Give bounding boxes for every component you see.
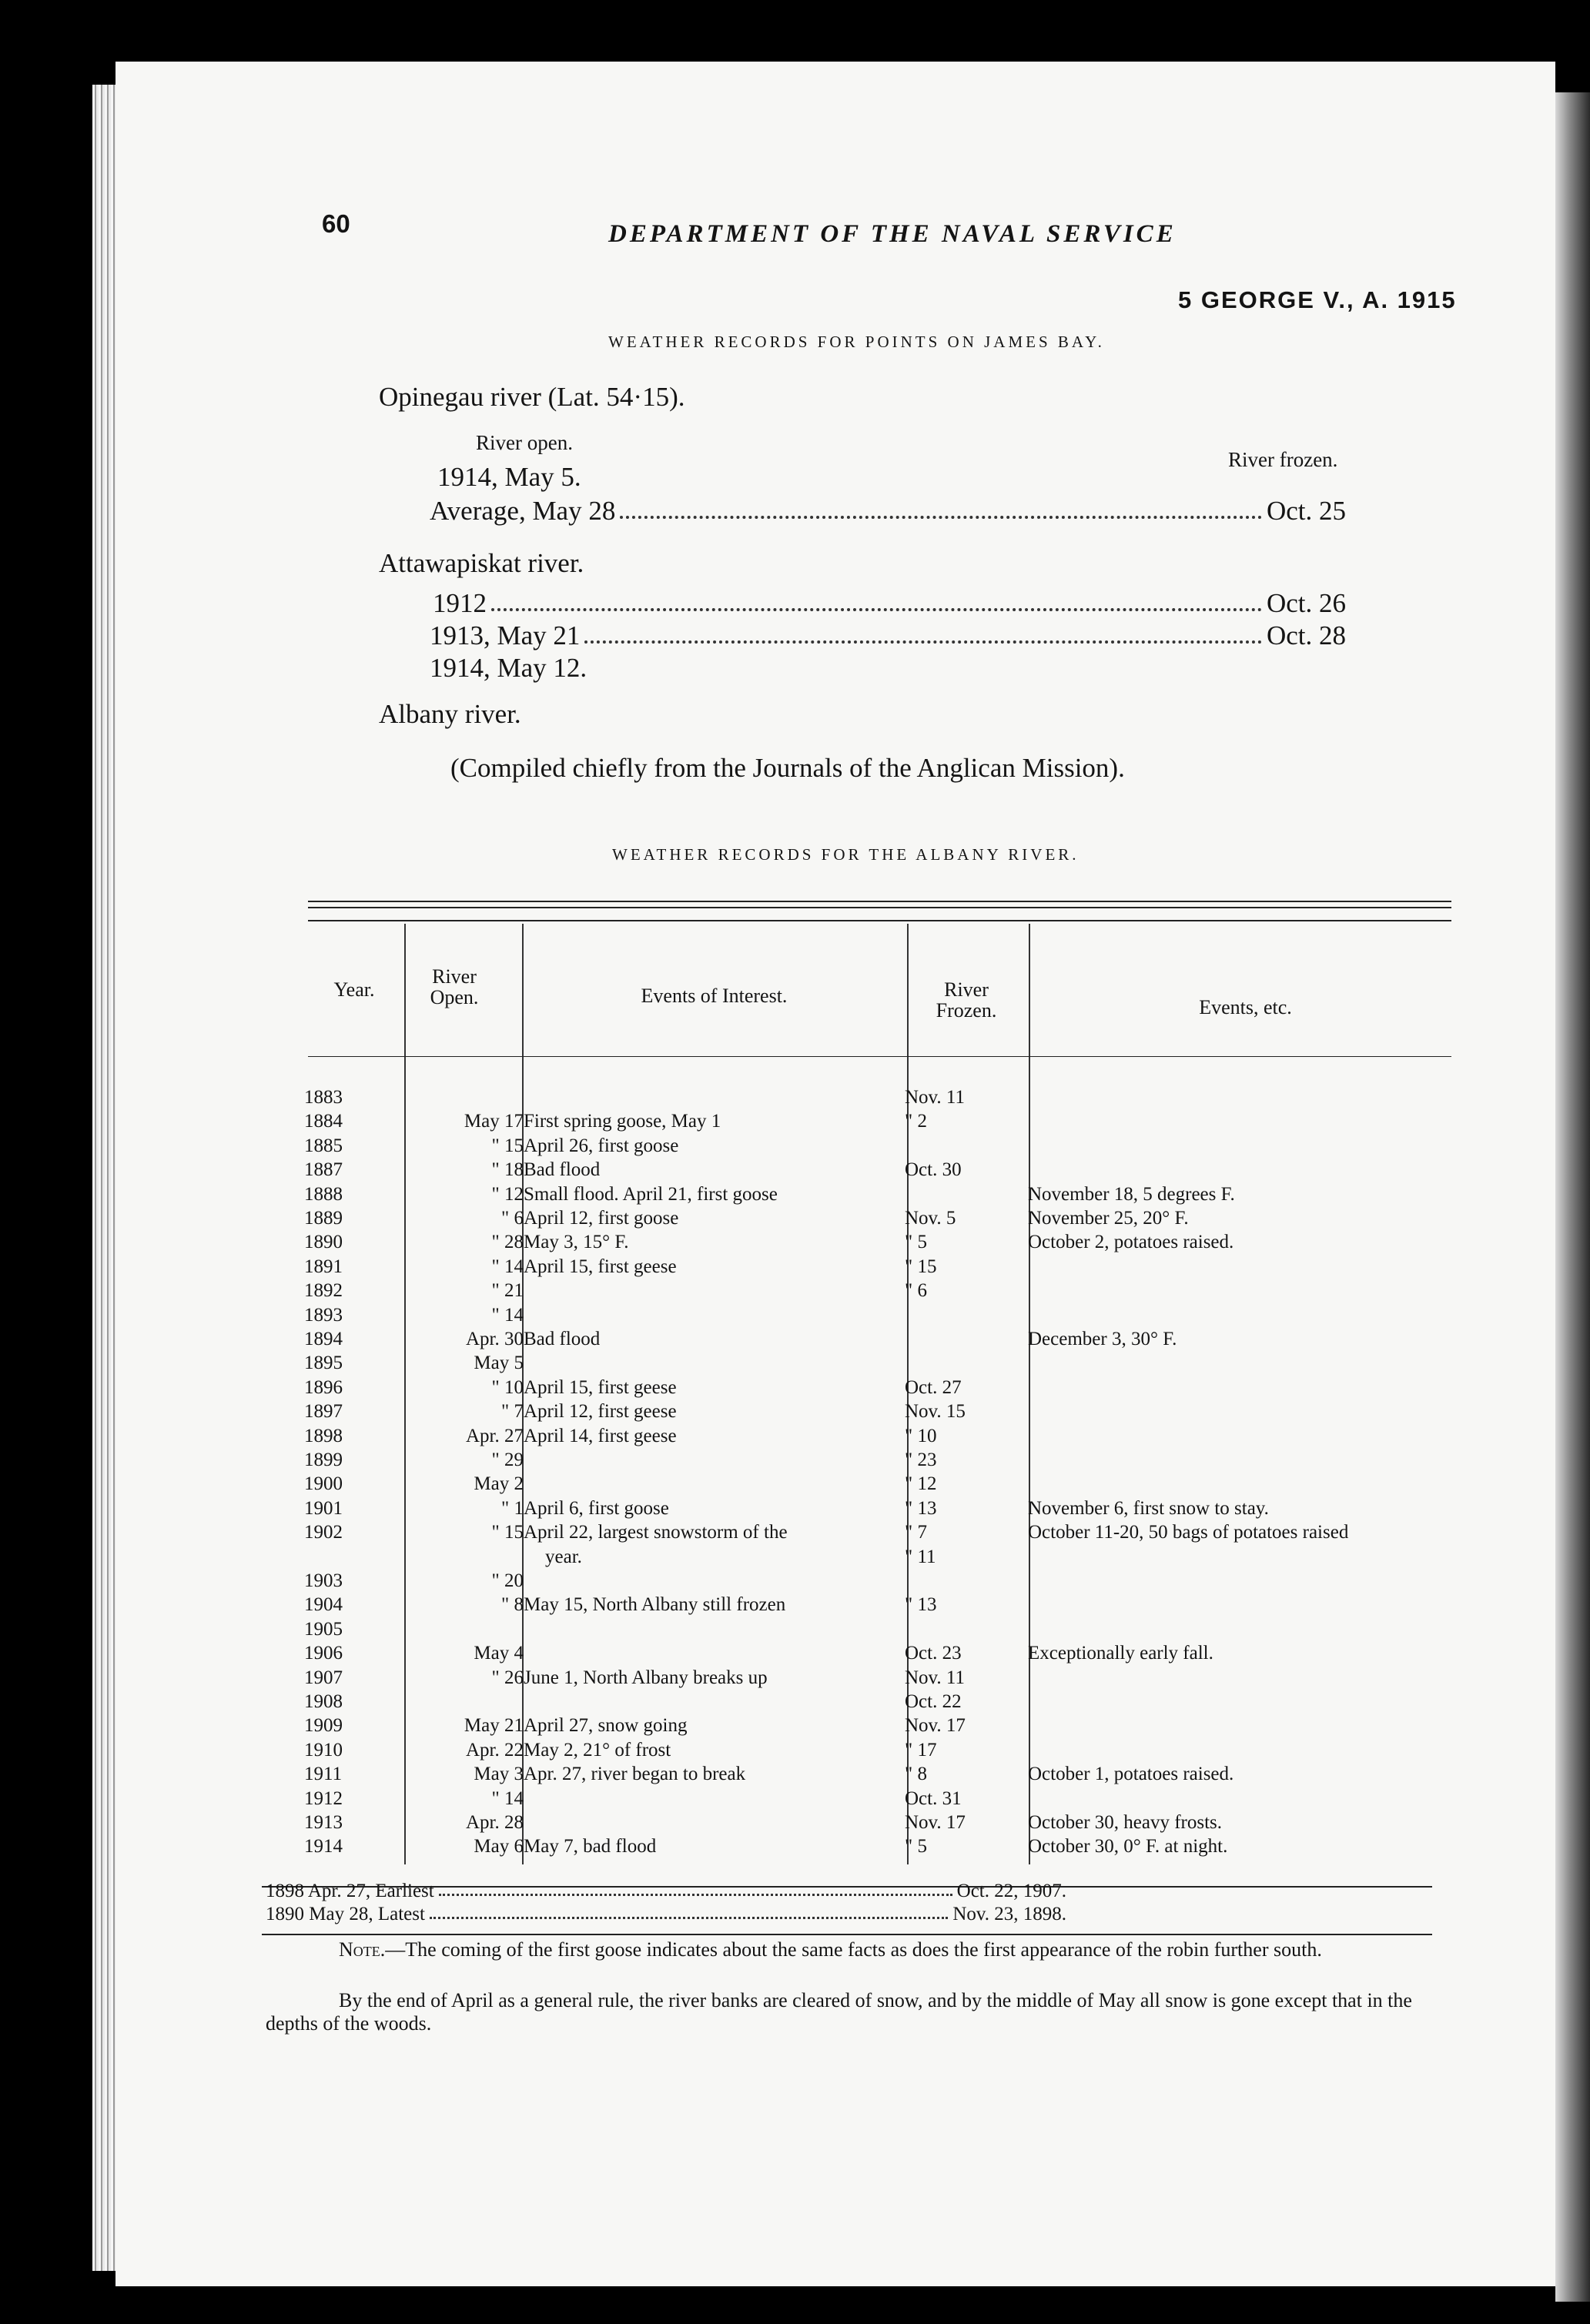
row-open: " 1	[501, 1498, 524, 1519]
row-event-etc: December 3, 30° F.	[1028, 1329, 1177, 1349]
river-open-label: River open.	[476, 431, 573, 454]
row-event-etc: October 11-20, 50 bags of potatoes raised	[1028, 1522, 1349, 1543]
row-year: 1901	[304, 1498, 343, 1519]
row-frozen: Nov. 17	[905, 1715, 966, 1736]
albany-title: Albany river.	[379, 699, 521, 729]
binding-shadow	[1555, 92, 1590, 2302]
row-open: " 12	[491, 1184, 524, 1205]
row-frozen: " 7	[905, 1522, 927, 1543]
attawapiskat-row-1914: 1914, May 12.	[430, 653, 587, 683]
row-open: May 3	[474, 1764, 524, 1784]
row-open: May 5	[474, 1353, 524, 1373]
row-frozen: Oct. 23	[905, 1643, 962, 1664]
row-frozen: Oct. 31	[905, 1788, 962, 1809]
row-event-etc: November 18, 5 degrees F.	[1028, 1184, 1235, 1205]
attawapiskat-row-1913	[430, 620, 1346, 651]
row-event: First spring goose, May 1	[524, 1111, 721, 1132]
table-top-rule-3	[308, 920, 1451, 921]
row-open: " 7	[501, 1401, 524, 1422]
summary-bottom-rule	[262, 1934, 1432, 1935]
row-open: " 28	[491, 1232, 524, 1252]
row-open: " 29	[491, 1450, 524, 1470]
albany-source: (Compiled chiefly from the Journals of the Anglican Mission).	[450, 753, 1125, 783]
row-open: " 20	[491, 1570, 524, 1591]
col-header-events-etc: Events, etc.	[1199, 996, 1292, 1018]
summary-latest	[266, 1904, 1066, 1925]
river-frozen-label: River frozen.	[1228, 448, 1338, 471]
row-event: May 15, North Albany still frozen	[524, 1594, 786, 1615]
attawapiskat-1912-open: 1912	[433, 588, 487, 618]
row-year: 1893	[304, 1305, 343, 1326]
row-event: May 7, bad flood	[524, 1836, 657, 1857]
row-frozen: Nov. 15	[905, 1401, 966, 1422]
row-event: Bad flood	[524, 1329, 601, 1349]
james-bay-heading: WEATHER RECORDS FOR POINTS ON JAMES BAY.	[608, 333, 1105, 351]
attawapiskat-title: Attawapiskat river.	[379, 548, 584, 578]
row-year: 1887	[304, 1159, 343, 1180]
col-header-events: Events of Interest.	[641, 985, 788, 1007]
closing-paragraph: By the end of April as a general rule, the river banks are cleared of snow, and by the middle of May all snow is gone except that in the depths of the woods.	[266, 1989, 1412, 2035]
row-year: 1899	[304, 1450, 343, 1470]
row-year: 1908	[304, 1691, 343, 1712]
col-header-year: Year.	[333, 978, 375, 1001]
row-event: April 15, first geese	[524, 1256, 677, 1277]
row-year: 1891	[304, 1256, 343, 1277]
summary-latest-open: 1890 May 28, Latest	[266, 1904, 425, 1924]
attawapiskat-row-1912	[433, 588, 1346, 619]
summary-latest-frozen: Nov. 23, 1898.	[952, 1904, 1066, 1924]
row-frozen: Nov. 11	[905, 1087, 966, 1108]
row-open: " 26	[491, 1667, 524, 1688]
row-frozen: Nov. 11	[905, 1667, 966, 1688]
row-year: 1907	[304, 1667, 343, 1688]
row-year: 1898	[304, 1426, 343, 1446]
opinegau-row-1914: 1914, May 5.	[437, 462, 581, 492]
row-frozen: Oct. 27	[905, 1377, 962, 1398]
row-year: 1903	[304, 1570, 343, 1591]
row-frozen: " 15	[905, 1256, 937, 1277]
header-bottom-rule	[308, 1056, 1451, 1057]
row-open: " 10	[491, 1377, 524, 1398]
row-year: 1890	[304, 1232, 343, 1252]
row-year: 1884	[304, 1111, 343, 1132]
column-divider	[1029, 924, 1030, 1864]
page-number: 60	[322, 209, 350, 238]
row-frozen: " 13	[905, 1594, 937, 1615]
summary-earliest	[266, 1881, 1066, 1902]
row-open: " 15	[491, 1522, 524, 1543]
row-frozen: Nov. 5	[905, 1208, 956, 1229]
row-year: 1883	[304, 1087, 343, 1108]
row-event: April 14, first geese	[524, 1426, 677, 1446]
row-frozen: " 23	[905, 1450, 937, 1470]
row-frozen: " 11	[905, 1547, 936, 1567]
row-event: April 22, largest snowstorm of the	[524, 1522, 788, 1543]
row-open: May 2	[474, 1473, 524, 1494]
row-open: Apr. 27	[466, 1426, 524, 1446]
dot-leader	[584, 640, 1262, 644]
row-event: April 6, first goose	[524, 1498, 669, 1519]
row-event-etc: November 25, 20° F.	[1028, 1208, 1189, 1229]
row-frozen: Nov. 17	[905, 1812, 966, 1833]
row-event: April 12, first geese	[524, 1401, 677, 1422]
row-year: 1896	[304, 1377, 343, 1398]
row-year: 1897	[304, 1401, 343, 1422]
col-header-open: River Open.	[430, 965, 479, 1009]
session-reference: 5 GEORGE V., A. 1915	[1178, 286, 1457, 313]
row-frozen: " 8	[905, 1764, 927, 1784]
row-event-etc: October 30, 0° F. at night.	[1028, 1836, 1228, 1857]
row-frozen: " 10	[905, 1426, 937, 1446]
row-year: 1904	[304, 1594, 343, 1615]
row-year: 1909	[304, 1715, 343, 1736]
row-open: " 15	[491, 1135, 524, 1156]
row-open: Apr. 30	[466, 1329, 524, 1349]
row-frozen: " 5	[905, 1836, 927, 1857]
running-title: DEPARTMENT OF THE NAVAL SERVICE	[608, 220, 1177, 248]
column-divider	[404, 924, 406, 1864]
row-open: " 18	[491, 1159, 524, 1180]
summary-earliest-frozen: Oct. 22, 1907.	[956, 1881, 1066, 1901]
row-open: " 14	[491, 1305, 524, 1326]
row-event-etc: October 30, heavy frosts.	[1028, 1812, 1223, 1833]
note-label: Note.	[339, 1938, 386, 1961]
row-year: 1900	[304, 1473, 343, 1494]
opinegau-average-open: Average, May 28	[430, 496, 616, 526]
row-event: May 3, 15° F.	[524, 1232, 629, 1252]
row-year: 1913	[304, 1812, 343, 1833]
row-event: year.	[545, 1547, 582, 1567]
row-frozen: " 13	[905, 1498, 937, 1519]
row-year: 1912	[304, 1788, 343, 1809]
row-year: 1888	[304, 1184, 343, 1205]
row-open: May 17	[464, 1111, 524, 1132]
row-event: April 27, snow going	[524, 1715, 688, 1736]
row-frozen: " 17	[905, 1740, 937, 1761]
row-year: 1914	[304, 1836, 343, 1857]
row-year: 1905	[304, 1619, 343, 1640]
row-event: April 26, first goose	[524, 1135, 679, 1156]
row-event: April 12, first goose	[524, 1208, 679, 1229]
row-year: 1911	[304, 1764, 343, 1784]
attawapiskat-1912-frozen: Oct. 26	[1266, 588, 1346, 618]
dot-leader	[491, 608, 1262, 611]
row-open: " 8	[501, 1594, 524, 1615]
row-event: Bad flood	[524, 1159, 601, 1180]
row-event: Apr. 27, river began to break	[524, 1764, 746, 1784]
opinegau-average-frozen: Oct. 25	[1266, 496, 1346, 526]
row-frozen: " 6	[905, 1280, 927, 1301]
row-year: 1906	[304, 1643, 343, 1664]
row-event: May 2, 21° of frost	[524, 1740, 671, 1761]
row-open: " 21	[491, 1280, 524, 1301]
dot-leader	[620, 516, 1262, 519]
row-frozen: " 5	[905, 1232, 927, 1252]
table-top-rule-2	[308, 907, 1451, 908]
dot-leader	[430, 1917, 948, 1919]
row-year: 1892	[304, 1280, 343, 1301]
row-event: April 15, first geese	[524, 1377, 677, 1398]
row-year: 1885	[304, 1135, 343, 1156]
row-frozen: " 2	[905, 1111, 927, 1132]
row-year: 1889	[304, 1208, 343, 1229]
note-paragraph	[266, 1938, 1436, 1961]
row-year: 1894	[304, 1329, 343, 1349]
row-open: May 21	[464, 1715, 524, 1736]
row-event-etc: October 1, potatoes raised.	[1028, 1764, 1234, 1784]
row-frozen: Oct. 30	[905, 1159, 962, 1180]
row-year: 1910	[304, 1740, 343, 1761]
opinegau-title: Opinegau river (Lat. 54·15).	[379, 382, 685, 412]
page-stack-edge	[92, 85, 117, 2271]
row-open: " 14	[491, 1788, 524, 1809]
note-text: —The coming of the first goose indicates about the same facts as does the first appearance of the robin further south.	[385, 1938, 1322, 1961]
row-open: May 4	[474, 1643, 524, 1664]
row-open: Apr. 22	[466, 1740, 524, 1761]
row-frozen: Oct. 22	[905, 1691, 962, 1712]
row-year: 1895	[304, 1353, 343, 1373]
albany-table-heading: WEATHER RECORDS FOR THE ALBANY RIVER.	[612, 845, 1080, 864]
row-event: June 1, North Albany breaks up	[524, 1667, 768, 1688]
row-event-etc: Exceptionally early fall.	[1028, 1643, 1213, 1664]
row-event: Small flood. April 21, first goose	[524, 1184, 778, 1205]
table-top-rule	[308, 901, 1451, 902]
attawapiskat-1913-frozen: Oct. 28	[1266, 620, 1346, 650]
row-event-etc: November 6, first snow to stay.	[1028, 1498, 1269, 1519]
row-year: 1902	[304, 1522, 343, 1543]
row-open: " 6	[501, 1208, 524, 1229]
row-open: May 6	[474, 1836, 524, 1857]
col-header-frozen: River Frozen.	[936, 978, 997, 1022]
opinegau-average-row	[430, 496, 1346, 527]
dot-leader	[439, 1894, 952, 1896]
summary-earliest-open: 1898 Apr. 27, Earliest	[266, 1881, 434, 1901]
row-open: " 14	[491, 1256, 524, 1277]
attawapiskat-1913-open: 1913, May 21	[430, 620, 581, 650]
row-open: Apr. 28	[466, 1812, 524, 1833]
row-event-etc: October 2, potatoes raised.	[1028, 1232, 1234, 1252]
row-frozen: " 12	[905, 1473, 937, 1494]
